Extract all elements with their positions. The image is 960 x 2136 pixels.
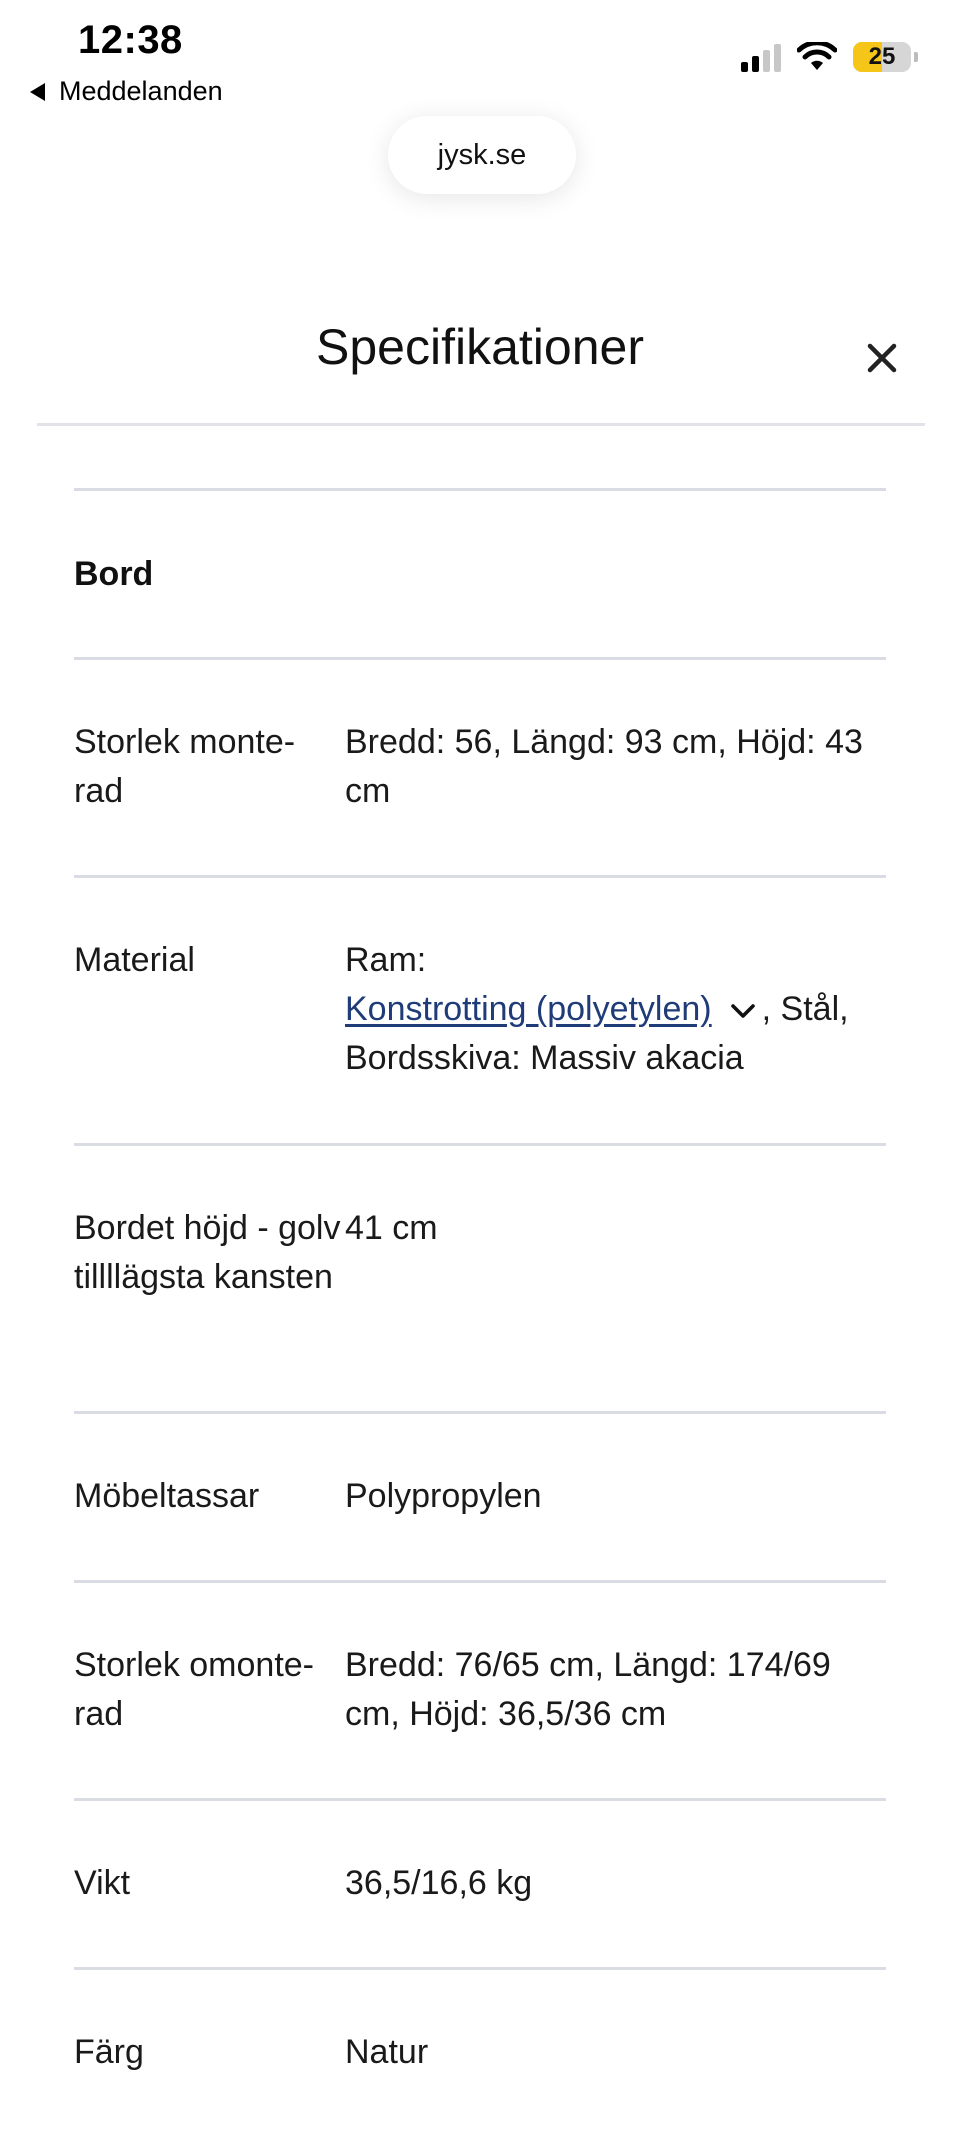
- spec-label: Vikt: [74, 1864, 131, 1902]
- spec-value: Bredd: 56, Längd: 93 cm, Höjd: 43 cm: [345, 723, 863, 810]
- close-icon[interactable]: [860, 336, 904, 380]
- back-arrow-icon: [30, 83, 45, 101]
- wifi-icon: [797, 42, 837, 72]
- spec-row-material: [74, 878, 886, 1143]
- battery-icon: [853, 42, 911, 72]
- spec-row-color: [74, 1970, 886, 2136]
- status-time: 12:38: [78, 18, 183, 62]
- spec-label: Bordet höjd - golv tillllägsta kansten: [74, 1209, 341, 1296]
- spec-label: Möbeltassar: [74, 1477, 260, 1515]
- spec-value: 36,5/16,6 kg: [345, 1864, 533, 1902]
- spec-row-feet: [74, 1414, 886, 1580]
- back-to-messages-link[interactable]: [30, 76, 223, 107]
- back-link-label: Meddelanden: [59, 76, 223, 106]
- spec-list: [74, 488, 886, 2136]
- status-icons: [741, 42, 918, 72]
- status-bar: [0, 0, 960, 112]
- cellular-signal-icon: [741, 42, 781, 72]
- spec-label: Färg: [74, 2033, 144, 2071]
- battery-level: 25: [868, 43, 896, 70]
- spec-label: Material: [74, 941, 195, 979]
- header-divider: [37, 423, 925, 426]
- url-bar[interactable]: jysk.se: [388, 116, 576, 194]
- spec-label: Storlek omonte- rad: [74, 1646, 314, 1733]
- spec-row-table-height: [74, 1146, 886, 1411]
- section-title: Bord: [74, 554, 154, 593]
- chevron-down-icon[interactable]: [730, 1001, 756, 1021]
- spec-value: [345, 878, 886, 1083]
- spec-label: Storlek monte- rad: [74, 723, 296, 810]
- spec-row-size-assembled: [74, 660, 886, 875]
- spec-value: Bredd: 76/65 cm, Längd: 174/69 cm, Höjd: 36,5/36 cm: [345, 1646, 831, 1733]
- spec-row-weight: [74, 1801, 886, 1967]
- material-rest: Bordsskiva: Massiv akacia: [345, 1039, 744, 1077]
- spec-row-size-unassembled: [74, 1583, 886, 1798]
- material-prefix: Ram:: [345, 941, 427, 979]
- spec-value: 41 cm: [345, 1209, 438, 1247]
- spec-value: Polypropylen: [345, 1477, 542, 1515]
- material-suffix: , Stål,: [761, 990, 849, 1028]
- sheet-title: Specifikationer: [316, 319, 644, 375]
- battery-cap: [914, 52, 918, 62]
- spec-value: Natur: [345, 2033, 429, 2071]
- material-link[interactable]: Konstrotting (polyetylen): [345, 990, 712, 1028]
